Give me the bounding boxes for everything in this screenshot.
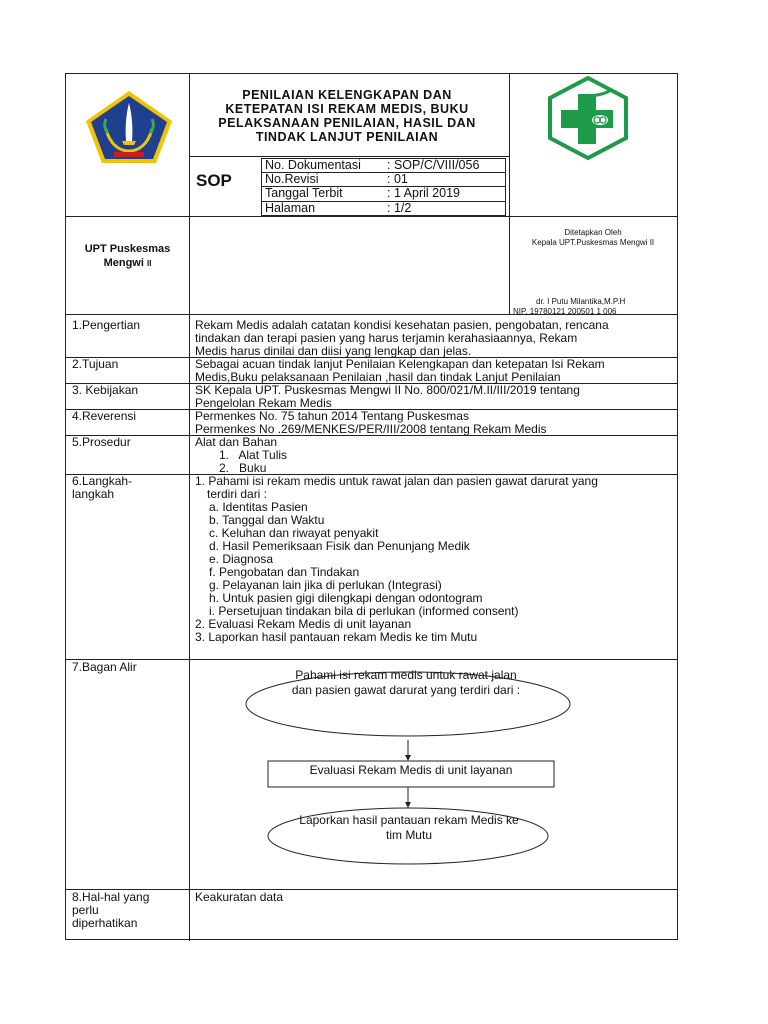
tujuan-text: Medis,Buku pelaksanaan Penilaian ,hasil dan tindak Lanjut Penilaian [195,370,561,384]
langkah-subitem: b. Tanggal dan Waktu [209,513,325,527]
langkah-subitem: e. Diagnosa [209,552,274,566]
section-label-hal: diperhatikan [72,916,138,930]
doc-field-value: : 1/2 [387,201,412,215]
sop-document [65,73,678,940]
prosedur-item: 1. Alat Tulis [219,448,288,462]
langkah-subitem: c. Keluhan dan riwayat penyakit [209,526,379,540]
pengertian-text: Rekam Medis adalah catatan kondisi kesehatan pasien, pengobatan, rencana [195,318,609,332]
section-label-pengertian: 1.Pengertian [72,318,141,332]
org-name-suffix: II [146,259,152,268]
flow-step3-text: Laporkan hasil pantauan rekam Medis ke [299,813,519,827]
section-label-langkah: langkah [72,487,115,501]
kebijakan-text: Pengelolan Rekam Medis [195,396,332,410]
langkah-subitem: i. Persetujuan tindakan bila di perlukan (informed consent) [209,604,519,618]
flow-arrow [405,755,411,761]
langkah-step: terdiri dari : [207,487,268,501]
flow-gap [301,660,365,664]
section-label-referensi: 4.Reverensi [72,409,137,423]
referensi-text: Permenkes No. 75 tahun 2014 Tentang Puskesmas [195,409,469,423]
section-label-hal: 8.Hal-hal yang [72,890,150,904]
flow-step3-text: tim Mutu [385,828,432,842]
kebijakan-text: SK Kepala UPT. Puskesmas Mengwi II No. 800/021/M.II/III/2019 tentang [195,383,580,397]
hal-text: Keakuratan data [195,890,284,904]
section-label-bagan: 7.Bagan Alir [72,660,137,674]
document-title [190,88,504,144]
signer-nip: NIP. 19780121 200501 1 006 [513,307,617,316]
langkah-subitem: g. Pelayanan lain jika di perlukan (Integrasi) [209,578,442,592]
pengertian-text: tindakan dan terapi pasien yang harus terjamin kerahasiaannya, Rekam [195,331,578,345]
organization-name [66,242,189,271]
section-label-kebijakan: 3. Kebijakan [72,383,139,397]
section-label-hal: perlu [72,903,99,917]
doc-field-key: No. Dokumentasi [265,158,361,172]
doc-field-value: : SOP/C/VIII/056 [387,158,480,172]
langkah-subitem: a. Identitas Pasien [209,500,308,514]
head-title: Kepala UPT.Puskesmas Mengwi II [531,238,655,247]
sop-label: SOP [196,171,232,190]
prosedur-heading: Alat dan Bahan [195,435,278,449]
langkah-subitem: d. Hasil Pemeriksaan Fisik dan Penunjang Medik [209,539,470,553]
flow-step2-text: Evaluasi Rekam Medis di unit layanan [309,763,513,777]
doc-field-value: : 01 [387,172,408,186]
langkah-step: 3. Laporkan hasil pantauan rekam Medis ke tim Mutu [195,630,478,644]
langkah-step: 2. Evaluasi Rekam Medis di unit layanan [195,617,412,631]
tujuan-text: Sebagai acuan tindak lanjut Penilaian Kelengkapan dan ketepatan Isi Rekam [195,357,605,371]
doc-field-value: : 1 April 2019 [387,186,460,200]
ditetapkan-label: Ditetapkan Oleh [564,228,622,237]
title-line: PELAKSANAAN PENILAIAN, HASIL DAN [218,116,476,130]
org-name-line: UPT Puskesmas [84,243,171,255]
row-line [66,889,677,890]
regency-crest-logo [80,89,178,165]
org-name-line: Mengwi [103,257,144,269]
prosedur-item: 2. Buku [219,461,267,475]
doc-field-key: Tanggal Terbit [265,186,343,200]
flow-arrow [405,802,411,808]
flow-step1-text: dan pasien gawat darurat yang terdiri dari : [291,683,521,697]
langkah-step: 1. Pahami isi rekam medis untuk rawat jalan dan pasien gawat darurat yang [195,474,598,488]
section-label-prosedur: 5.Prosedur [72,435,131,449]
health-cross-logo [545,76,631,160]
title-line: PENILAIAN KELENGKAPAN DAN [242,88,452,102]
doc-field-key: No.Revisi [265,172,319,186]
referensi-text: Permenkes No .269/MENKES/PER/III/2008 tentang Rekam Medis [195,422,547,436]
section-label-langkah: 6.Langkah- [72,474,133,488]
langkah-subitem: f. Pengobatan dan Tindakan [209,565,360,579]
flow-step1-text: Pahami isi rekam medis untuk rawat jalan [295,668,517,682]
signer-name: dr. I Putu Milantika,M.P.H [536,297,626,306]
pengertian-text: Medis harus dinilai dan diisi yang lengkap dan jelas. [195,344,472,358]
title-line: TINDAK LANJUT PENILAIAN [255,130,439,144]
doc-field-key: Halaman [265,201,316,215]
section-label-tujuan: 2.Tujuan [72,357,119,371]
title-line: KETEPATAN ISI REKAM MEDIS, BUKU [225,102,469,116]
langkah-subitem: h. Untuk pasien gigi dilengkapi dengan odontogram [209,591,483,605]
header-bottom-line [66,216,677,217]
title-divider [189,156,509,157]
logo-column-divider [509,74,510,314]
